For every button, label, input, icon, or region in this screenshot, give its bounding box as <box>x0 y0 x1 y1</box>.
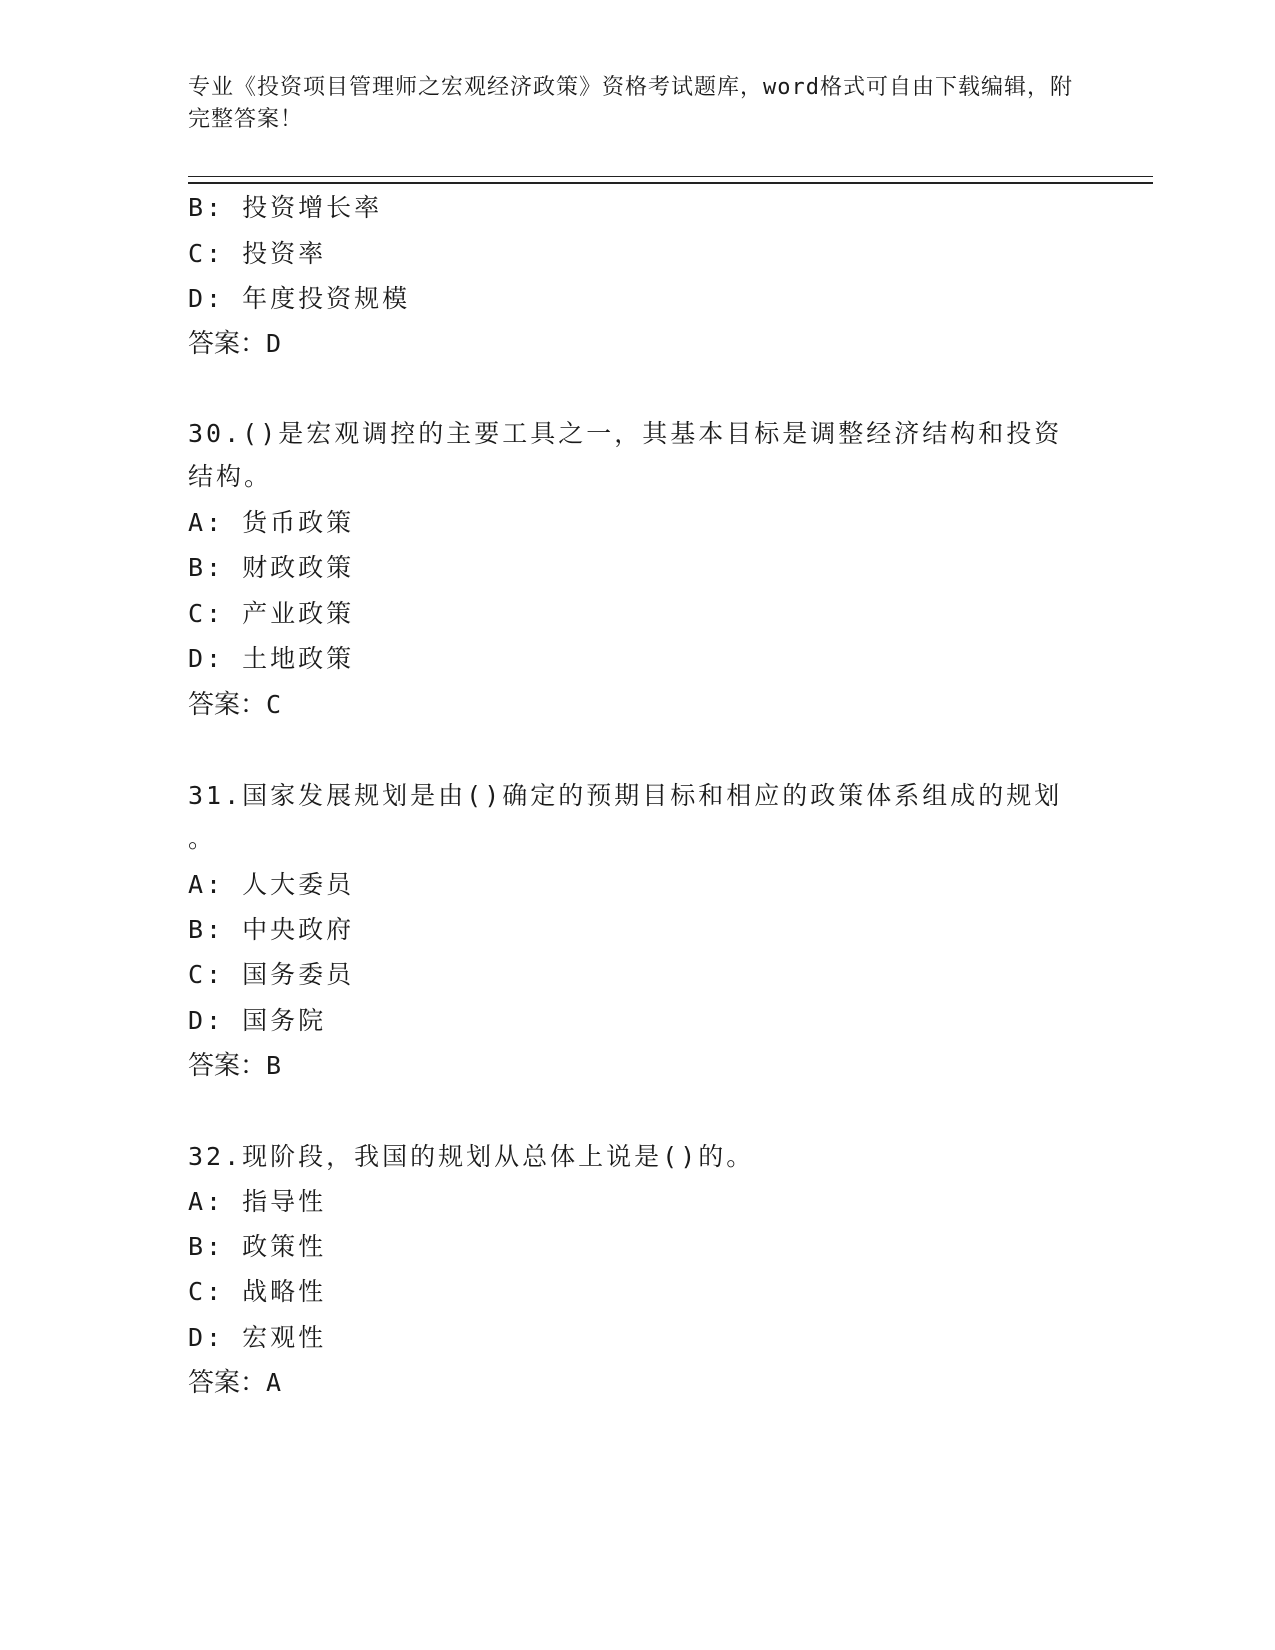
option-a: A: 指导性 <box>188 1187 327 1216</box>
option-b: B: 财政政策 <box>188 553 355 582</box>
option-b: B: 中央政府 <box>188 915 355 944</box>
option-a: A: 货币政策 <box>188 508 355 537</box>
question-stem-line: 结构。 <box>188 462 273 491</box>
option-d: D: 国务院 <box>188 1006 327 1035</box>
answer-value: B <box>266 1051 282 1080</box>
option-c: C: 战略性 <box>188 1277 327 1306</box>
option-d: D: 土地政策 <box>188 644 355 673</box>
document-header: 专业《投资项目管理师之宏观经济政策》资格考试题库，word格式可自由下载编辑，附完整答案！ <box>188 75 1073 132</box>
answer-value: D <box>266 329 282 358</box>
answer-label: 答案： <box>188 690 267 720</box>
answer-value: A <box>266 1368 282 1397</box>
answer-line <box>188 689 281 721</box>
question-stem-line: 30.()是宏观调控的主要工具之一，其基本目标是调整经济结构和投资 <box>188 419 1063 448</box>
answer-line <box>188 1367 281 1399</box>
answer-label: 答案： <box>188 329 267 359</box>
answer-label: 答案： <box>188 1368 267 1398</box>
answer-line <box>188 1050 281 1082</box>
answer-label: 答案： <box>188 1051 267 1081</box>
header-divider-thick <box>188 182 1153 184</box>
option-c: C: 投资率 <box>188 239 327 268</box>
option-c: C: 产业政策 <box>188 599 355 628</box>
header-divider-thin <box>188 176 1153 177</box>
question-stem-line: 。 <box>188 824 217 853</box>
option-a: A: 人大委员 <box>188 870 355 899</box>
option-b: B: 政策性 <box>188 1232 327 1261</box>
question-stem-line: 31.国家发展规划是由()确定的预期目标和相应的政策体系组成的规划 <box>188 781 1063 810</box>
option-d: D: 年度投资规模 <box>188 284 411 313</box>
answer-line <box>188 328 281 360</box>
option-b: B: 投资增长率 <box>188 193 383 222</box>
option-d: D: 宏观性 <box>188 1323 327 1352</box>
question-stem-line: 32.现阶段，我国的规划从总体上说是()的。 <box>188 1142 755 1171</box>
option-c: C: 国务委员 <box>188 960 355 989</box>
answer-value: C <box>266 690 282 719</box>
